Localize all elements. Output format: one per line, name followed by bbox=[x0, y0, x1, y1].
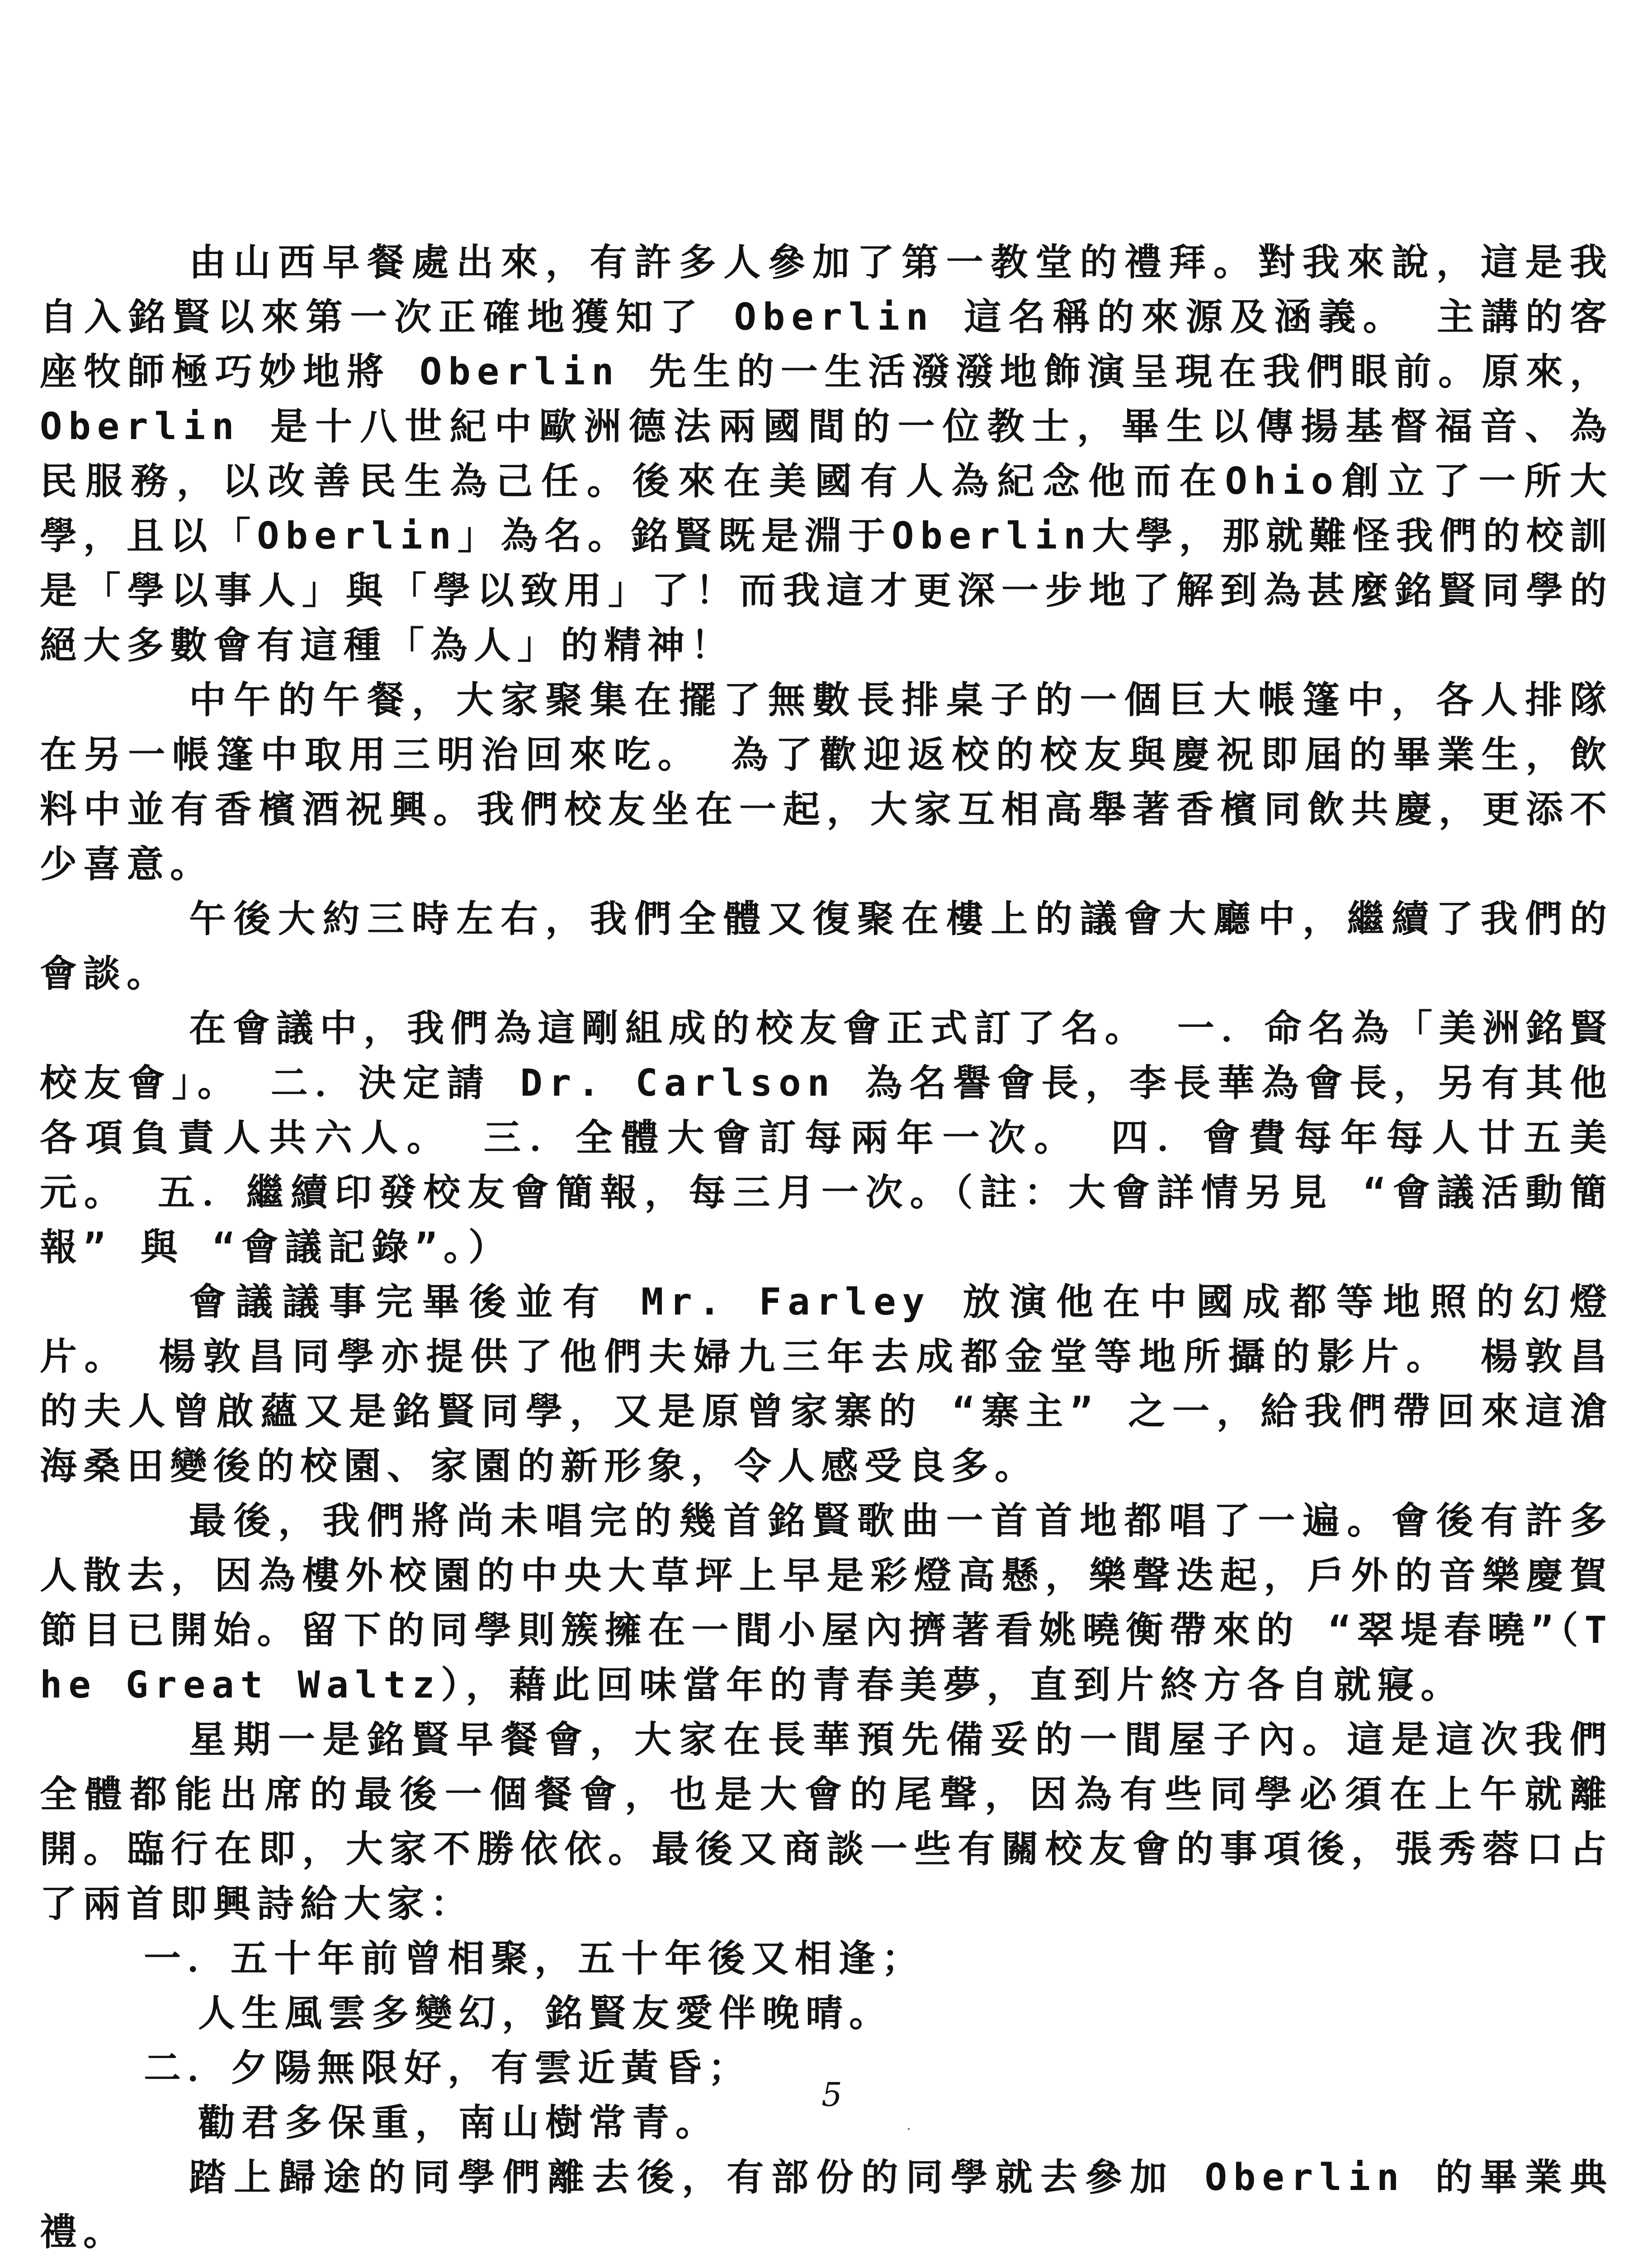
scan-speck bbox=[908, 2128, 910, 2130]
page-number: 5 bbox=[821, 2076, 842, 2114]
paragraph-ceremony bbox=[40, 2260, 1613, 2261]
document-body bbox=[40, 235, 1613, 2261]
poem-1 bbox=[40, 1931, 1613, 2041]
paragraph-songs: 最後，我們將尚未唱完的幾首銘賢歌曲一首首地都唱了一遍。會後有許多人散去，因為樓外校園的中央大草坪上早是彩燈高懸，樂聲迭起，戶外的音樂慶賀節目已開始。留下的同學則簇擁在一間小屋內擠著看姚曉衡帶來的 “翠堤春曉”（The Great Waltz），藉此回味當年的青春美夢，直到片終方各自就寢。 bbox=[40, 1499, 1613, 1707]
poem-1-line-1: 一．五十年前曾相聚，五十年後又相逢； bbox=[144, 1937, 925, 1980]
poem-1-line-2: 人生風雲多變幻，銘賢友愛伴晚晴。 bbox=[198, 1992, 893, 2035]
paragraph-afternoon-meeting: 午後大約三時左右，我們全體又復聚在樓上的議會大廳中，繼續了我們的會談。 bbox=[40, 898, 1613, 995]
paragraph-lunch: 中午的午餐，大家聚集在擺了無數長排桌子的一個巨大帳篷中，各人排隊在另一帳篷中取用三明治回來吃。 為了歡迎返校的校友與慶祝即屆的畢業生，飲料中並有香檳酒祝興。我們校友坐在一起，大家互相高舉著香檳同飲共慶，更添不少喜意。 bbox=[40, 679, 1613, 886]
paragraph-commencement: 踏上歸途的同學們離去後，有部份的同學就去參加 Oberlin 的畢業典禮。 bbox=[40, 2156, 1613, 2254]
paragraph-resolutions: 在會議中，我們為這剛組成的校友會正式訂了名。 一．命名為「美洲銘賢校友會」。 二．決定請 Dr. Carlson 為名譽會長，李長華為會長，另有其他各項負責人共六人。 三．全體大會訂每兩年一次。 四．會費每年每人廿五美元。 五．繼續印發校友會簡報，每三月一次。（註：大會詳情另見 “會議活動簡報” 與 “會議記錄”。） bbox=[40, 1007, 1613, 1269]
poem-2-line-2: 勸君多保重，南山樹常青。 bbox=[198, 2101, 719, 2144]
paragraph-oberlin-origin: 由山西早餐處出來，有許多人參加了第一教堂的禮拜。對我來說，這是我自入銘賢以來第一次正確地獲知了 Oberlin 這名稱的來源及涵義。 主講的客座牧師極巧妙地將 Oberlin 先生的一生活潑潑地飾演呈現在我們眼前。原來，Oberlin 是十八世紀中歐洲德法兩國間的一位教士，畢生以傳揚基督福音、為民服務，以改善民生為己任。後來在美國有人為紀念他而在Ohio創立了一所大學，且以「Oberlin」為名。銘賢既是淵于Oberlin大學，那就難怪我們的校訓是「學以事人」與「學以致用」了！而我這才更深一步地了解到為甚麼銘賢同學的絕大多數會有這種「為人」的精神！ bbox=[40, 241, 1613, 667]
poem-2-line-1: 二．夕陽無限好，有雲近黃昏； bbox=[144, 2047, 752, 2090]
paragraph-breakfast: 星期一是銘賢早餐會，大家在長華預先備妥的一間屋子內。這是這次我們全體都能出席的最後一個餐會，也是大會的尾聲，因為有些同學必須在上午就離開。臨行在即，大家不勝依依。最後又商談一些有關校友會的事項後，張秀蓉口占了兩首即興詩給大家： bbox=[40, 1718, 1613, 1925]
paragraph-slides: 會議議事完畢後並有 Mr. Farley 放演他在中國成都等地照的幻燈片。 楊敦昌同學亦提供了他們夫婦九三年去成都金堂等地所攝的影片。 楊敦昌的夫人曾啟蘊又是銘賢同學，又是原曾家寨的 “寨主” 之一，給我們帶回來這滄海桑田變後的校園、家園的新形象，令人感受良多。 bbox=[40, 1281, 1613, 1488]
